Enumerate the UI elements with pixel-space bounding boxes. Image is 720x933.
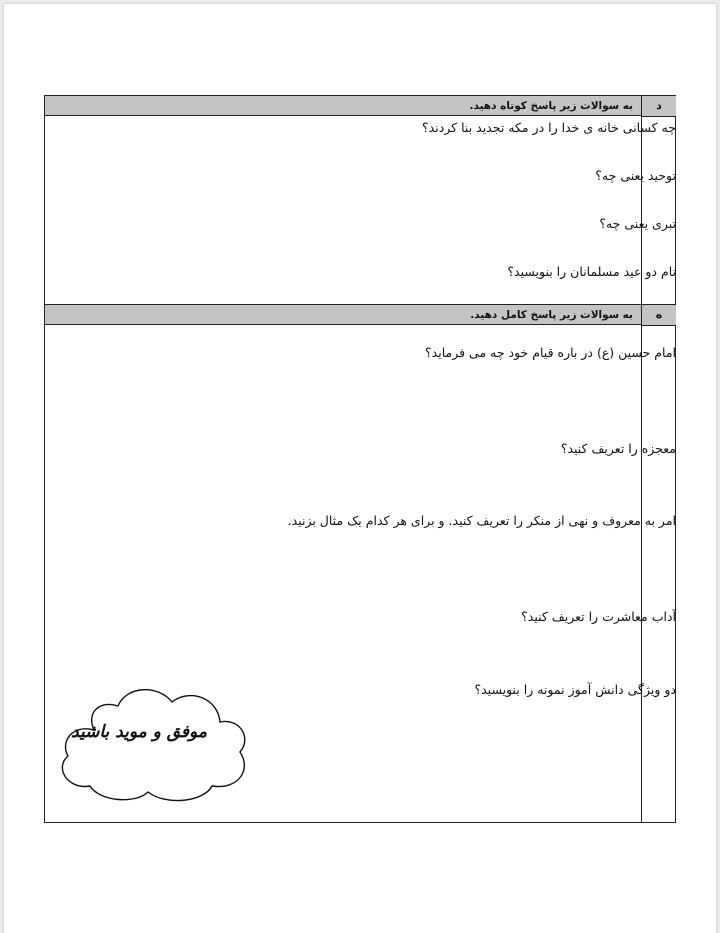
question-h-1: امام حسین (ع) در باره قیام خود چه می فرماید؟ <box>425 345 676 360</box>
section-d-number: د <box>642 96 676 117</box>
cloud-shape <box>54 678 254 806</box>
question-d-1: چه کسانی خانه ی خدا را در مکه تجدید بنا کردند؟ <box>422 120 676 135</box>
question-h-3: امر به معروف و نهی از منکر را تعریف کنید. و برای هر کدام یک مثال بزنید. <box>287 513 676 528</box>
question-h-5: دو ویژگی دانش آموز نمونه را بنویسید؟ <box>474 682 676 697</box>
question-d-3: تبری یعنی چه؟ <box>599 216 676 231</box>
closing-message: موفق و موید باشید <box>71 722 207 742</box>
question-h-4: آداب معاشرت را تعریف کنید؟ <box>521 609 676 624</box>
number-column-divider <box>641 96 642 822</box>
question-d-4: نام دو عید مسلمانان را بنویسید؟ <box>507 264 676 279</box>
question-h-2: معجزه را تعریف کنید؟ <box>560 441 676 456</box>
section-d-instruction: به سوالات زیر پاسخ کوتاه دهید. <box>45 96 641 116</box>
question-d-2: توحید یعنی چه؟ <box>595 168 676 183</box>
section-h-instruction: به سوالات زیر پاسخ کامل دهید. <box>45 305 641 325</box>
section-h-number: ه <box>642 305 676 326</box>
